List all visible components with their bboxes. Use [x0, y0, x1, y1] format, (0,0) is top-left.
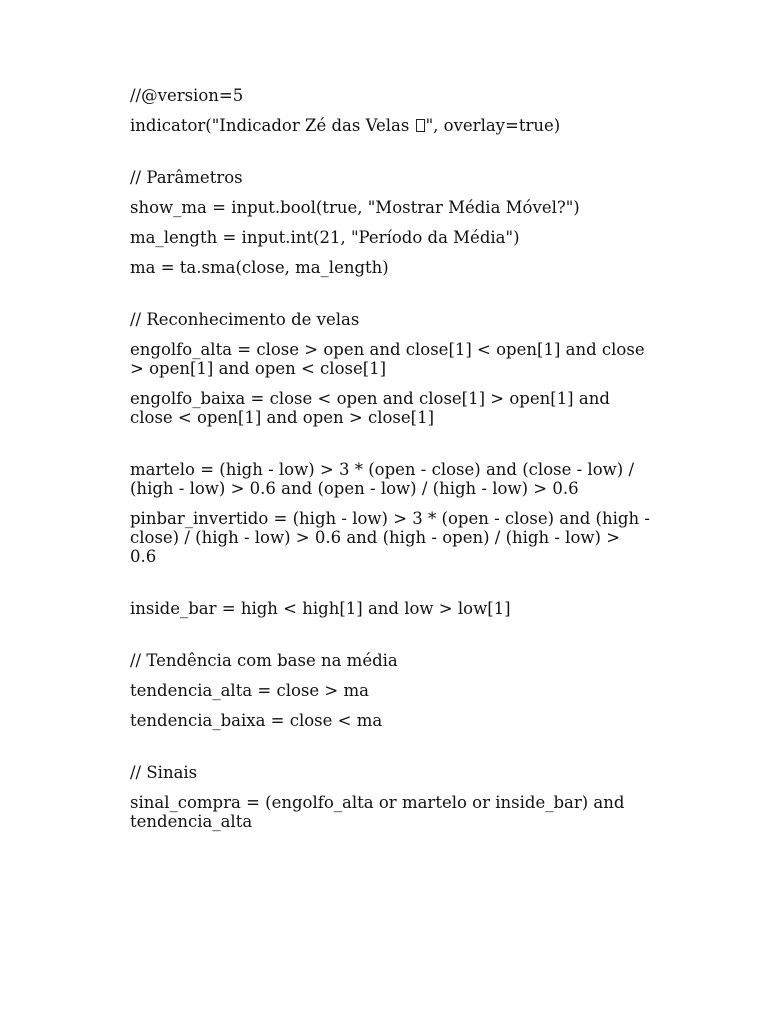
code-text: // Reconhecimento de velas	[130, 310, 360, 329]
code-text: //@version=5	[130, 86, 244, 105]
code-text: martelo = (high - low) > 3 * (open - close) and (close - low) / (high - low) > 0.6 and (open - low) / (high - low) > 0.6	[130, 460, 634, 498]
code-line	[130, 651, 650, 670]
code-line	[130, 86, 650, 105]
code-text: inside_bar = high < high[1] and low > low[1]	[130, 599, 511, 618]
paragraph-gap	[130, 288, 650, 310]
code-line	[130, 389, 650, 427]
code-text: engolfo_alta = close > open and close[1] < open[1] and close > open[1] and open < close[1]	[130, 340, 645, 378]
code-line	[130, 711, 650, 730]
code-line	[130, 460, 650, 498]
code-line	[130, 599, 650, 618]
code-text: engolfo_baixa = close < open and close[1] > open[1] and close < open[1] and open > close[1]	[130, 389, 610, 427]
code-text-suffix: ", overlay=true)	[425, 116, 561, 135]
code-line	[130, 681, 650, 700]
code-text: pinbar_invertido = (high - low) > 3 * (open - close) and (high - close) / (high - low) > 0.6 and (high - open) / (high - low) > 0.6	[130, 509, 650, 566]
code-text: show_ma = input.bool(true, "Mostrar Média Móvel?")	[130, 198, 580, 217]
paragraph-gap	[130, 741, 650, 763]
document-page	[130, 86, 650, 842]
code-line	[130, 340, 650, 378]
code-line	[130, 793, 650, 831]
paragraph-gap	[130, 577, 650, 599]
code-text: sinal_compra = (engolfo_alta or martelo or inside_bar) and tendencia_alta	[130, 793, 625, 831]
code-line	[130, 228, 650, 247]
code-line	[130, 116, 650, 135]
code-line	[130, 258, 650, 277]
code-text: ma_length = input.int(21, "Período da Média")	[130, 228, 520, 247]
code-line	[130, 310, 650, 329]
code-line	[130, 168, 650, 187]
code-line	[130, 198, 650, 217]
code-text: // Parâmetros	[130, 168, 243, 187]
code-text: tendencia_alta = close > ma	[130, 681, 369, 700]
code-text: indicator("Indicador Zé das Velas	[130, 116, 415, 135]
code-line	[130, 763, 650, 782]
paragraph-gap	[130, 629, 650, 651]
paragraph-gap	[130, 438, 650, 460]
code-text: tendencia_baixa = close < ma	[130, 711, 383, 730]
code-text: // Sinais	[130, 763, 198, 782]
code-text: // Tendência com base na média	[130, 651, 398, 670]
missing-glyph-icon	[416, 119, 425, 132]
code-line	[130, 509, 650, 566]
paragraph-gap	[130, 146, 650, 168]
code-text: ma = ta.sma(close, ma_length)	[130, 258, 389, 277]
